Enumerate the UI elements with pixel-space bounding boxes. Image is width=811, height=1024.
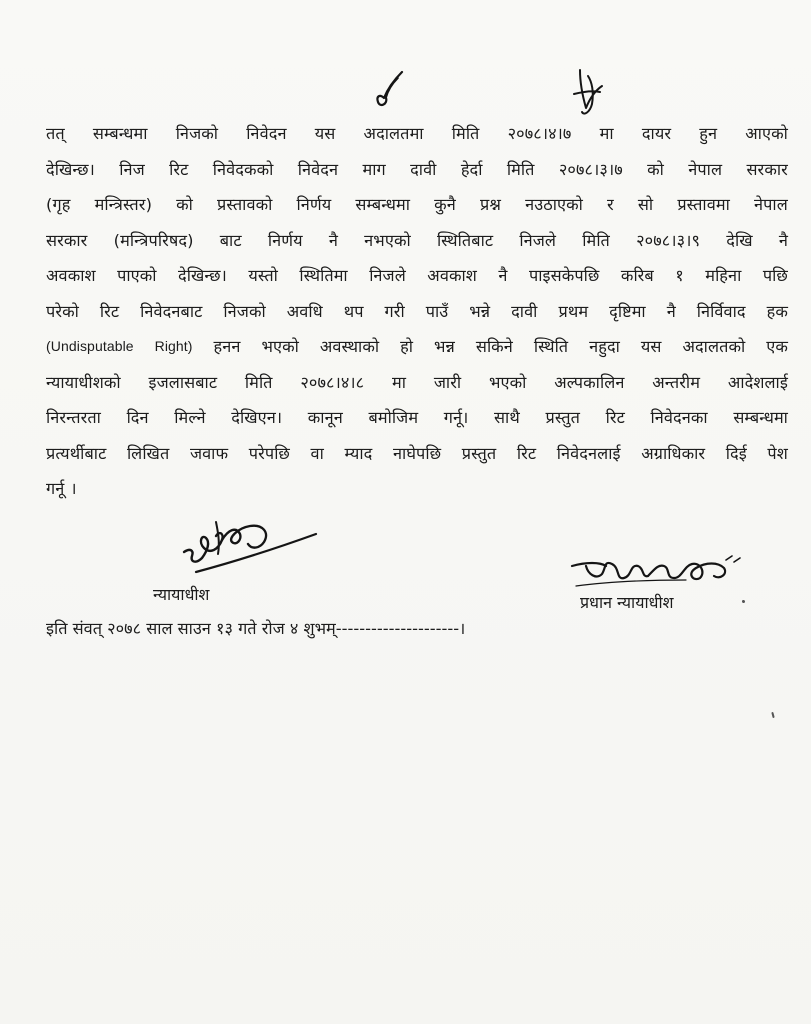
text-line: अवकाश पाएको देखिन्छ। यस्तो स्थितिमा निजले अवकाश नै पाइसकेपछि करिब १ महिना पछि (46, 266, 788, 285)
text-line: सरकार (मन्त्रिपरिषद) बाट निर्णय नै नभएको स्थितिबाट निजले मिति २०७८।३।९ देखि नै (46, 230, 788, 250)
scan-speck (771, 712, 774, 718)
text-line: देखिन्छ। निज रिट निवेदकको निवेदन माग दावी हेर्दा मिति २०७८।३।७ को नेपाल सरकार (46, 159, 788, 179)
judge-signature (176, 512, 326, 582)
text-line: निरन्तरता दिन मिल्ने देखिएन। कानून बमोजिम गर्नू। साथै प्रस्तुत रिट निवेदनका सम्बन्धमा (46, 408, 788, 427)
text-line: (Undisputable Right) हनन भएको अवस्थाको हो भन्न सकिने स्थिति नहुदा यस अदालतको एक (46, 337, 788, 356)
top-initials-left (364, 68, 414, 112)
text-line: तत् सम्बन्धमा निजको निवेदन यस अदालतमा मिति २०७८।४।७ मा दायर हुन आएको (46, 124, 788, 143)
chief-justice-label: प्रधान न्यायाधीश (580, 593, 674, 612)
judge-label: न्यायाधीश (153, 585, 210, 604)
text-line: गर्नू । (46, 479, 77, 498)
top-initials-right (562, 64, 612, 122)
chief-justice-signature (566, 550, 746, 596)
scan-speck (742, 600, 746, 604)
text-line: परेको रिट निवेदनबाट निजको अवधि थप गरी पाउँ भन्ने दावी प्रथम दृष्टिमा नै निर्विवाद हक (46, 301, 788, 321)
text-line: न्यायाधीशको इजलासबाट मिति २०७८।४।८ मा जारी भएको अल्पकालिन अन्तरीम आदेशलाई (46, 372, 788, 392)
order-body-text (46, 116, 788, 507)
text-line: (गृह मन्त्रिस्तर) को प्रस्तावको निर्णय सम्बन्धमा कुनै प्रश्न नउठाएको र सो प्रस्तावमा नेपाल (46, 195, 788, 214)
closing-line: इति संवत् २०७८ साल साउन १३ गते रोज ४ शुभम्---------------------। (46, 619, 466, 638)
text-line: प्रत्यर्थीबाट लिखित जवाफ परेपछि वा म्याद नाघेपछि प्रस्तुत रिट निवेदनलाई अग्राधिकार दिई पेश (46, 443, 788, 463)
